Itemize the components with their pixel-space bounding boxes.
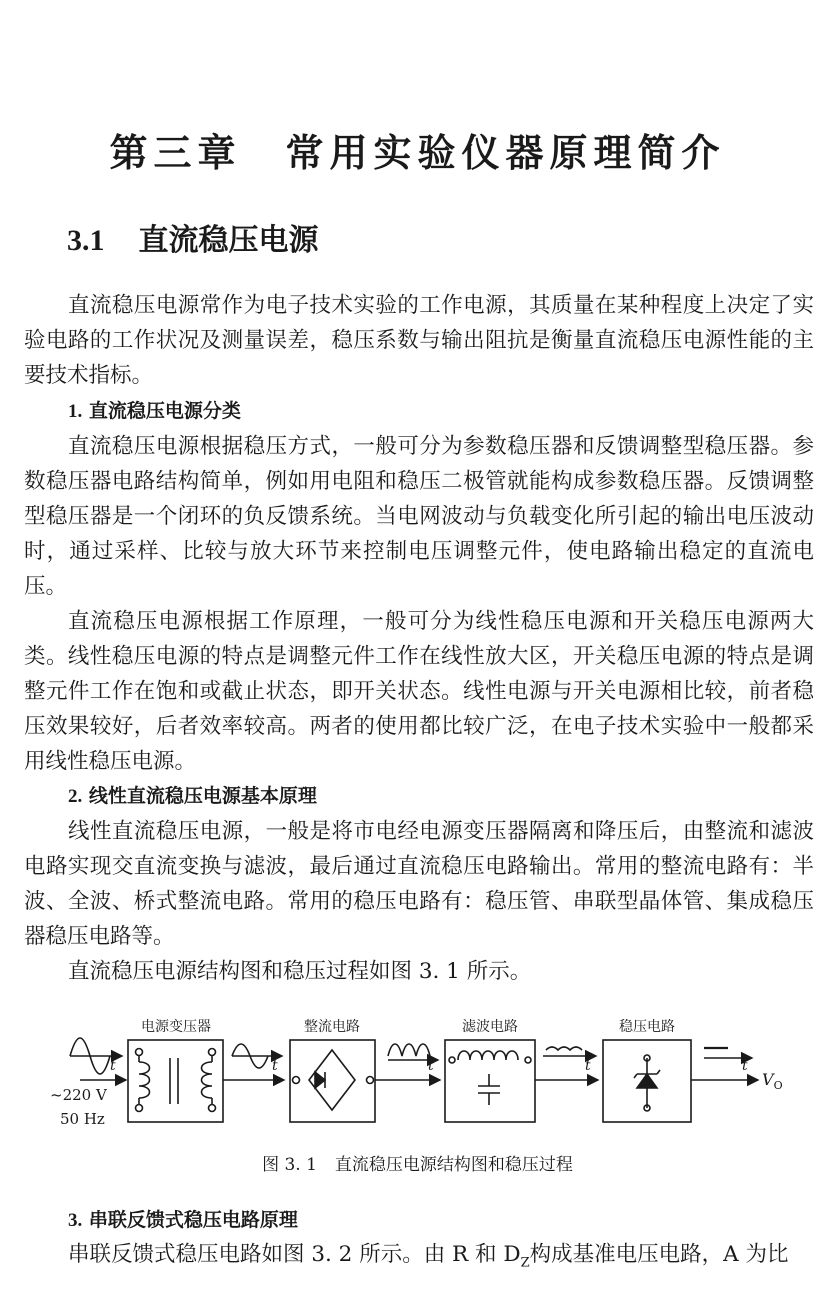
- time-label: t: [428, 1058, 434, 1074]
- rectified-wave: [388, 1044, 430, 1056]
- chapter-name: 常用实验仪器原理简介: [285, 131, 726, 175]
- chapter-number: 第三章: [109, 131, 242, 175]
- subheading-text: 线性直流稳压电源基本原理: [88, 785, 317, 807]
- subheading-number: 1.: [68, 401, 83, 422]
- time-label: t: [272, 1058, 278, 1074]
- section-title: [67, 215, 319, 259]
- subheading-number: 2.: [68, 786, 83, 807]
- series-feedback-text: 串联反馈式稳压电路如图 3. 2 所示。由 R 和 D: [68, 1242, 521, 1267]
- input-frequency-label: 50 Hz: [60, 1110, 105, 1128]
- secondary-coil-icon: [202, 1062, 213, 1098]
- output-voltage-label: $V_O$: [762, 1070, 783, 1092]
- figure-number: 图 3. 1: [262, 1155, 317, 1175]
- classification-paragraph-1: 直流稳压电源根据稳压方式，一般可分为参数稳压器和反馈调整型稳压器。参数稳压器电路结构简单，例如用电阻和稳压二极管就能构成参数稳压器。反馈调整型稳压器是一个闭环的负反馈系统。当电网波动与负载变化所引起的输出电压波动时，通过采样、比较与放大环节来控制电压调整元件，使电路输出稳定的直流电压。: [24, 434, 814, 599]
- time-label: t: [585, 1058, 591, 1074]
- section-number: 3.1: [67, 224, 105, 257]
- figure-caption: [0, 1150, 835, 1175]
- subheading-number: 3.: [68, 1210, 83, 1231]
- intro-paragraph: 直流稳压电源常作为电子技术实验的工作电源，其质量在某种程度上决定了实验电路的工作状况及测量误差，稳压系数与输出阻抗是衡量直流稳压电源性能的主要技术指标。: [24, 293, 814, 388]
- subheading-text: 直流稳压电源分类: [88, 400, 241, 422]
- zener-subscript: Z: [520, 1255, 530, 1271]
- block-label-transformer: 电源变压器: [141, 1019, 211, 1035]
- input-voltage-label: ~220 V: [50, 1086, 107, 1104]
- primary-coil-icon: [139, 1062, 150, 1098]
- time-label: t: [110, 1058, 116, 1074]
- figure-caption-text: 直流稳压电源结构图和稳压过程: [334, 1155, 573, 1175]
- series-feedback-paragraph: [24, 1237, 814, 1280]
- subheading-series-feedback: [68, 1205, 298, 1236]
- zener-diode-icon: [637, 1074, 657, 1088]
- series-feedback-text-tail: 构成基准电压电路，A 为比: [529, 1242, 789, 1267]
- filtered-ripple-wave: [546, 1047, 582, 1050]
- classification-paragraph-2: 直流稳压电源根据工作原理，一般可分为线性稳压电源和开关稳压电源两大类。线性稳压电源的特点是调整元件工作在线性放大区，开关稳压电源的特点是调整元件工作在饱和或截止状态，即开关状态。线性电源与开关电源相比较，前者稳压效果较好，后者效率较高。两者的使用都比较广泛，在电子技术实验中一般都采用线性稳压电源。: [24, 609, 814, 774]
- section-name: 直流稳压电源: [138, 223, 319, 258]
- linear-paragraph-2: 直流稳压电源结构图和稳压过程如图 3. 1 所示。: [68, 959, 532, 984]
- linear-paragraph-1: 线性直流稳压电源，一般是将市电经电源变压器隔离和降压后，由整流和滤波电路实现交直流变换与滤波，最后通过直流稳压电路输出。常用的整流电路有：半波、全波、桥式整流电路。常用的稳压电路有：稳压管、串联型晶体管、集成稳压器稳压电路等。: [24, 819, 814, 949]
- block-label-regulator: 稳压电路: [619, 1019, 675, 1035]
- block-label-rectifier: 整流电路: [304, 1019, 360, 1035]
- subheading-linear-principle: [68, 781, 317, 812]
- chapter-title: [0, 122, 835, 177]
- block-label-filter: 滤波电路: [462, 1019, 518, 1035]
- subheading-classification: [68, 396, 241, 427]
- subheading-text: 串联反馈式稳压电路原理: [88, 1209, 298, 1231]
- time-label: t: [742, 1058, 748, 1074]
- inductor-icon: [458, 1051, 518, 1060]
